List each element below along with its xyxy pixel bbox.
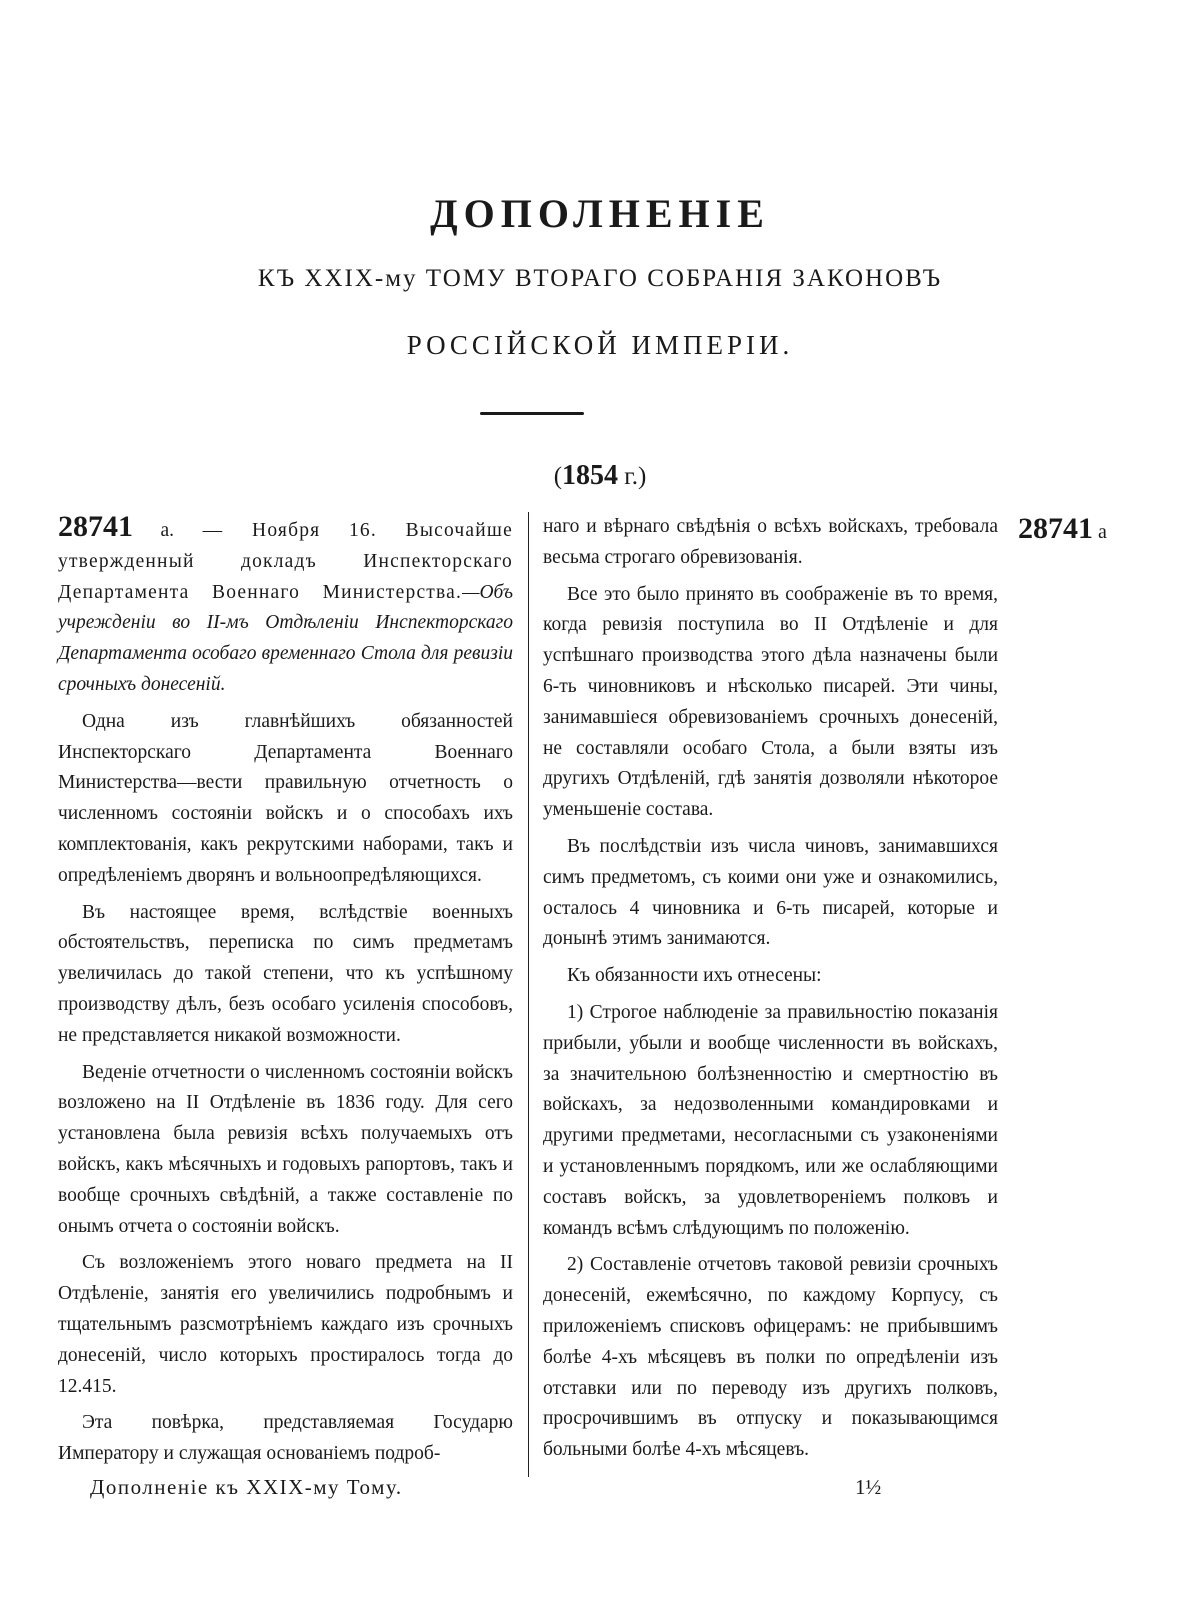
left-paragraph-2: Въ настоящее время, вслѣдствіе военныхъ обстоятельствъ, переписка по симъ предметамъ увеличилась до такой степени, что къ успѣшному производству дѣлъ, безъ особаго усиленія способовъ, не представляется никакой возможности. [58, 901, 513, 1046]
page-title: ДОПОЛНЕНІЕ [430, 191, 770, 236]
right-paragraph-4: Къ обязанности ихъ отнесены: [567, 965, 822, 987]
right-paragraph-2: Все это было принято въ соображеніе въ то время, когда ревизія поступила во ІІ Отдѣленіе и для успѣшнаго производства этого дѣла назначены были 6-ть чиновниковъ и нѣсколько писарей. Эти чины, занимавшіеся обревизованіемъ срочныхъ донесеній, не составляли особаго Стола, а были взяты изъ другихъ Отдѣленій, гдѣ занятія дозволяли нѣкоторое уменьшеніе состава. [543, 583, 998, 821]
footer-sheet-mark: 1½ [855, 1475, 882, 1499]
article-number: 28741 [58, 510, 133, 543]
left-paragraph-1: Одна изъ главнѣйшихъ обязанностей Инспекторскаго Департамента Военнаго Министерства—вести правильную отчетность о численномъ состояніи войскъ и о способахъ ихъ комплектованія, какъ рекрутскими наборами, такъ и опредѣленіемъ дворянъ и вольноопредѣляющихся. [58, 710, 513, 886]
page-subtitle-empire: РОССІЙСКОЙ ИМПЕРІИ. [406, 330, 794, 360]
margin-number: 28741 [1018, 512, 1093, 545]
right-column [543, 512, 998, 1466]
right-paragraph-3: Въ послѣдствіи изъ числа чиновъ, занимавшихся симъ предметомъ, съ коими они уже и ознакомились, осталось 4 чиновника и 6-ть писарей, которые и донынѣ этимъ занимаются. [543, 835, 998, 950]
left-paragraph-4: Съ возложеніемъ этого новаго предмета на ІІ Отдѣленіе, занятія его увеличились подробнымъ и тщательнымъ разсмотрѣніемъ каждаго изъ срочныхъ донесеній, число которыхъ простиралось тогда до 12.415. [58, 1252, 513, 1397]
left-paragraph-3: Веденіе отчетности о численномъ состояніи войскъ возложено на ІІ Отдѣленіе въ 1836 году. Для сего установлена была ревизія всѣхъ получаемыхъ отъ войскъ, какъ мѣсячныхъ и годовыхъ рапортовъ, такъ и вообще срочныхъ свѣдѣній, а также составленіе по онымъ отчета о состояніи войскъ. [58, 1061, 513, 1237]
left-column [58, 512, 513, 1470]
right-paragraph-6: 2) Составленіе отчетовъ таковой ревизіи срочныхъ донесеній, ежемѣсячно, по каждому Корпусу, съ приложеніемъ списковъ офицерамъ: не прибывшимъ болѣе 4-хъ мѣсяцевъ въ полки по опредѣленіи изъ отставки или по переводу изъ другихъ полковъ, просрочившимъ въ отпуску и показывающимся больными болѣе 4-хъ мѣсяцевъ. [543, 1254, 998, 1461]
year-number: 1854 [562, 460, 619, 491]
right-paragraph-1: наго и вѣрнаго свѣдѣнія о всѣхъ войскахъ, требовала весьма строгаго обревизованія. [543, 516, 998, 568]
right-paragraph-5: 1) Строгое наблюденіе за правильностію показанія прибыли, убыли и вообще численности въ войскахъ, за значительною болѣзненностію и смертностію въ войскахъ, за недозволенными командировками и другими предметами, несогласными съ узаконеніями и установленнымъ порядкомъ, или же ослабляющими составъ войскъ, за удовлетвореніемъ полковъ и командъ всѣмъ слѣдующимъ по положенію. [543, 1001, 998, 1239]
margin-article-number [1018, 512, 1107, 546]
title-rule [480, 412, 584, 415]
left-paragraph-5: Эта повѣрка, представляемая Государю Императору и служащая основаніемъ подроб- [58, 1412, 513, 1465]
footer-signature: Дополненіе къ XXIX-му Тому. [90, 1475, 403, 1499]
article-letter: а. [160, 520, 174, 541]
article-heading [58, 512, 513, 701]
column-divider [528, 512, 529, 1477]
year-suffix: г.) [624, 463, 647, 490]
page-subtitle: КЪ XXIX-му ТОМУ ВТОРАГО СОБРАНІЯ ЗАКОНОВЪ [257, 265, 943, 292]
article-subject: —Объ учрежденіи во ІІ-мъ Отдѣленіи Инспекторскаго Департамента особаго временнаго Стола для ревизіи срочныхъ донесеній. [58, 581, 513, 695]
margin-letter: а [1098, 521, 1107, 543]
year-heading: (1854 г.) [553, 460, 647, 491]
article-date-line: — Ноября 16. Высочайше утвержденный докладъ Инспекторскаго Департамента Военнаго Министерства. [58, 520, 513, 603]
